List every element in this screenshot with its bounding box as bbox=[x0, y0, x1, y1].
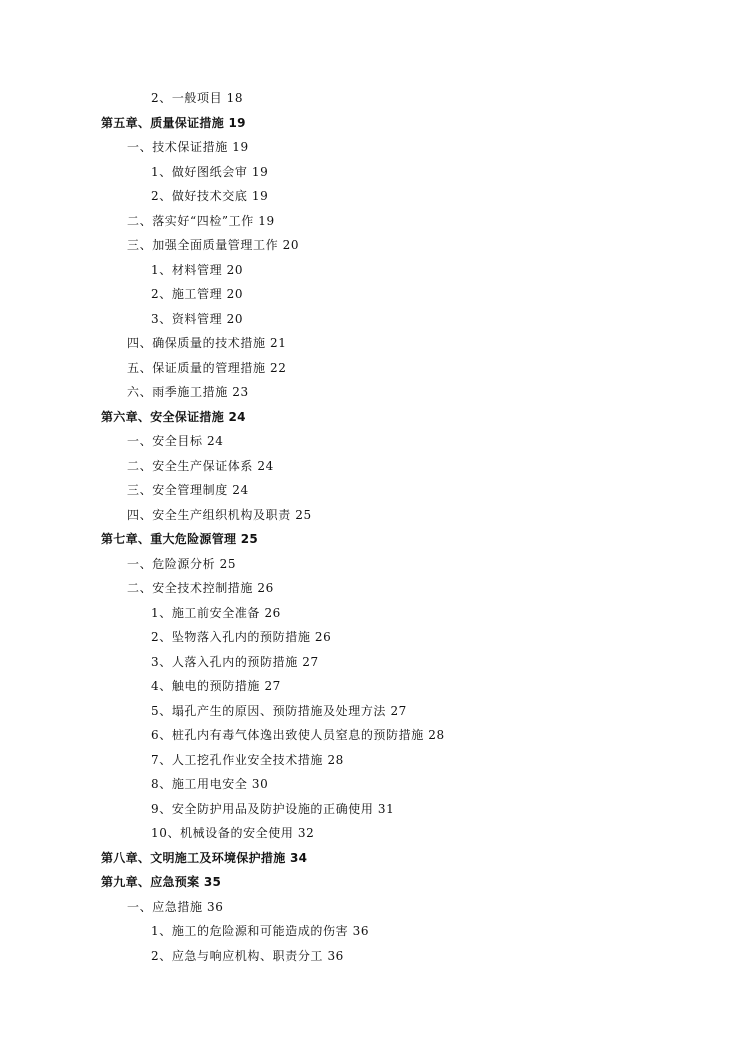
toc-subsection-entry: 2、施工管理 20 bbox=[151, 287, 244, 301]
toc-chapter-entry: 第九章、应急预案 35 bbox=[101, 875, 222, 889]
toc-subsection-entry: 2、做好技术交底 19 bbox=[151, 189, 269, 203]
toc-subsection-entry: 1、材料管理 20 bbox=[151, 262, 244, 277]
toc-subsection-entry: 2、一般项目 18 bbox=[151, 91, 244, 105]
toc-section-entry: 一、安全目标 24 bbox=[127, 434, 224, 448]
table-of-contents bbox=[0, 86, 744, 968]
toc-section-entry: 二、安全生产保证体系 24 bbox=[127, 458, 274, 473]
toc-section-entry: 四、安全生产组织机构及职责 25 bbox=[127, 507, 312, 522]
toc-subsection-entry: 4、触电的预防措施 27 bbox=[151, 679, 281, 693]
toc-subsection-entry: 5、塌孔产生的原因、预防措施及处理方法 27 bbox=[151, 703, 407, 718]
toc-section-entry: 一、应急措施 36 bbox=[127, 899, 224, 914]
toc-chapter-entry: 第六章、安全保证措施 24 bbox=[101, 409, 246, 424]
toc-subsection-entry: 2、应急与响应机构、职责分工 36 bbox=[151, 948, 344, 963]
toc-subsection-entry: 1、施工前安全准备 26 bbox=[151, 605, 281, 620]
toc-subsection-entry: 10、机械设备的安全使用 32 bbox=[151, 826, 315, 840]
toc-section-entry: 五、保证质量的管理措施 22 bbox=[127, 360, 287, 375]
toc-section-entry: 三、安全管理制度 24 bbox=[127, 483, 249, 497]
toc-subsection-entry: 9、安全防护用品及防护设施的正确使用 31 bbox=[151, 801, 395, 816]
toc-subsection-entry: 2、坠物落入孔内的预防措施 26 bbox=[151, 630, 332, 644]
toc-section-entry: 二、落实好“四检”工作 19 bbox=[127, 213, 275, 228]
toc-subsection-entry: 1、做好图纸会审 19 bbox=[151, 164, 269, 179]
toc-section-entry: 六、雨季施工措施 23 bbox=[127, 385, 249, 399]
toc-section-entry: 一、技术保证措施 19 bbox=[127, 140, 249, 154]
toc-chapter-entry: 第七章、重大危险源管理 25 bbox=[101, 532, 259, 546]
toc-subsection-entry: 1、施工的危险源和可能造成的伤害 36 bbox=[151, 924, 370, 938]
toc-subsection-entry: 8、施工用电安全 30 bbox=[151, 777, 269, 791]
toc-subsection-entry: 7、人工挖孔作业安全技术措施 28 bbox=[151, 752, 344, 767]
toc-subsection-entry: 6、桩孔内有毒气体逸出致使人员窒息的预防措施 28 bbox=[151, 728, 445, 742]
toc-section-entry: 四、确保质量的技术措施 21 bbox=[127, 336, 287, 350]
toc-section-entry: 三、加强全面质量管理工作 20 bbox=[127, 238, 300, 252]
toc-chapter-entry: 第五章、质量保证措施 19 bbox=[101, 115, 246, 130]
toc-section-entry: 一、危险源分析 25 bbox=[127, 556, 237, 571]
toc-chapter-entry: 第八章、文明施工及环境保护措施 34 bbox=[101, 850, 308, 865]
toc-subsection-entry: 3、人落入孔内的预防措施 27 bbox=[151, 654, 319, 669]
toc-subsection-entry: 3、资料管理 20 bbox=[151, 311, 244, 326]
toc-section-entry: 二、安全技术控制措施 26 bbox=[127, 581, 274, 595]
